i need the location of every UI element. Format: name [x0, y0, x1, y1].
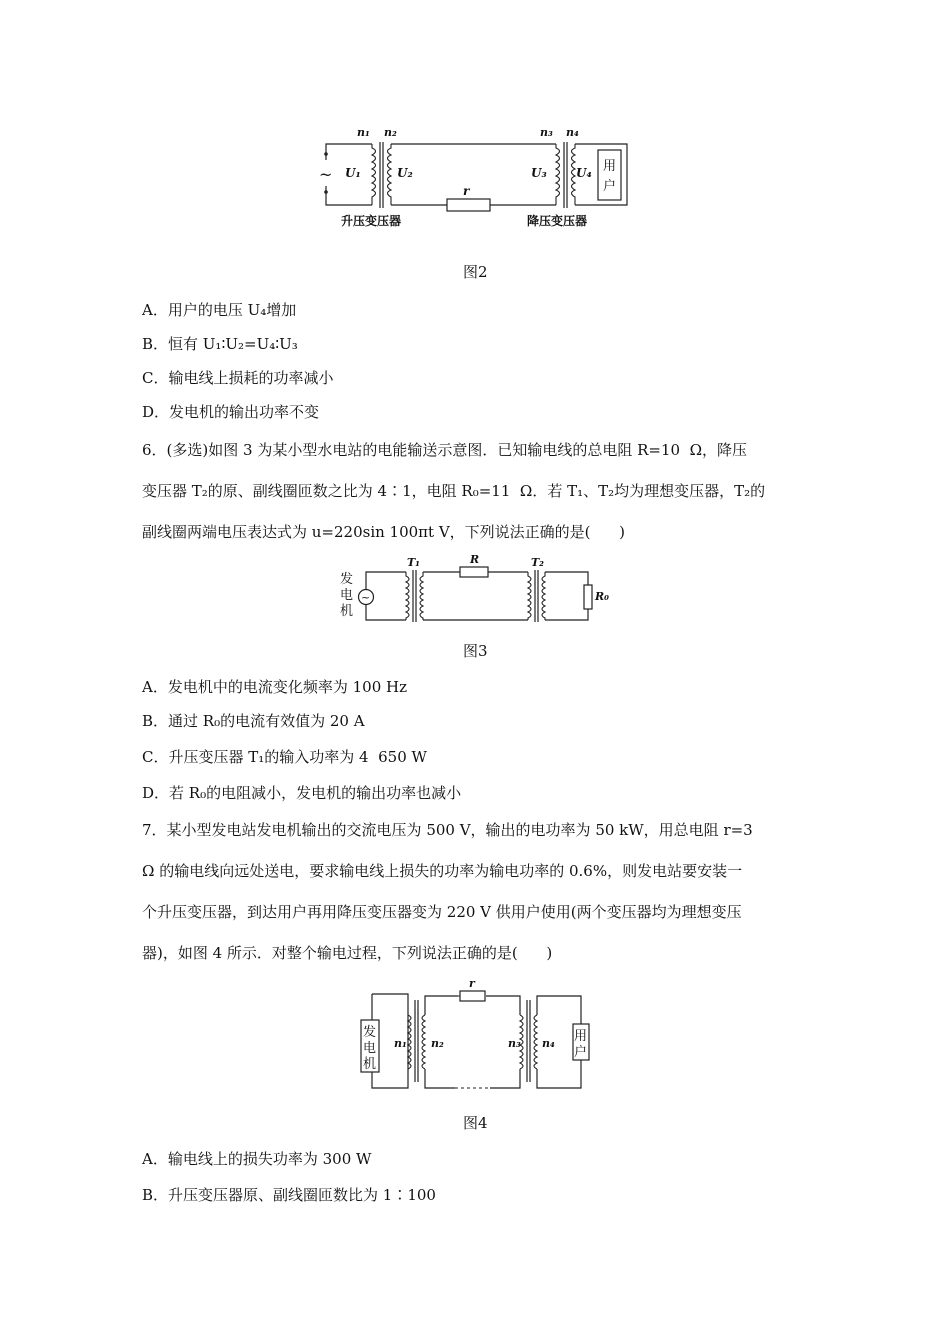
label-n3: n₃	[540, 126, 553, 139]
label-n2: n₂	[384, 126, 397, 139]
q5-option-c: C．输电线上损耗的功率减小	[142, 369, 334, 387]
q6-stem-line-1: 6．(多选)如图 3 为某小型水电站的电能输送示意图．已知输电线的总电阻 R=10 Ω，降压	[142, 441, 748, 459]
label-r: r	[463, 184, 470, 198]
q5-option-d: D．发电机的输出功率不变	[142, 403, 320, 421]
q6-option-d: D．若 R₀的电阻减小，发电机的输出功率也减小	[142, 784, 462, 802]
q7-option-b: B．升压变压器原、副线圈匝数比为 1∶100	[142, 1186, 436, 1204]
label-R: R	[470, 553, 480, 566]
gen-text-2: 电	[340, 588, 354, 603]
label-n4: n₄	[542, 1037, 555, 1050]
source-symbol: ~	[319, 165, 333, 184]
q6-option-c: C．升压变压器 T₁的输入功率为 4 650 W	[142, 748, 427, 766]
figure-3-caption: 图3	[463, 642, 488, 660]
user-load-text-1: 用	[603, 159, 617, 174]
q5-option-a: A．用户的电压 U₄增加	[142, 301, 297, 319]
q6-option-b: B．通过 R₀的电流有效值为 20 A	[142, 712, 365, 730]
figure-2-caption: 图2	[463, 263, 488, 281]
q7-stem-line-2: Ω 的输电线向远处送电，要求输电线上损失的功率为输电功率的 0.6%，则发电站要安装一	[142, 862, 743, 880]
label-n1: n₁	[357, 126, 370, 139]
gen-text-1: 发	[340, 572, 354, 587]
label-t2: T₂	[531, 556, 545, 569]
label-u1: U₁	[345, 166, 361, 180]
gen-text-2: 电	[363, 1041, 377, 1056]
label-R0: R₀	[595, 590, 609, 603]
gen-text-1: 发	[363, 1025, 377, 1040]
label-n1: n₁	[394, 1037, 407, 1050]
label-u4: U₄	[576, 166, 592, 180]
label-r: r	[469, 977, 475, 990]
q6-option-a: A．发电机中的电流变化频率为 100 Hz	[142, 678, 407, 696]
q7-option-a: A．输电线上的损失功率为 300 W	[142, 1150, 372, 1168]
q7-stem-line-3: 个升压变压器，到达用户再用降压变压器变为 220 V 供用户使用(两个变压器均为理想变压	[142, 903, 742, 921]
figure-4-caption: 图4	[463, 1114, 488, 1132]
q6-stem-line-2: 变压器 T₂的原、副线圈匝数之比为 4∶1，电阻 R₀=11 Ω．若 T₁、T₂均为理想变压器，T₂的	[142, 482, 766, 500]
resistor-r	[460, 991, 485, 1001]
q7-stem-line-4: 器)，如图 4 所示．对整个输电过程，下列说法正确的是( )	[142, 944, 553, 962]
source-symbol: ~	[361, 591, 371, 604]
gen-text-3: 机	[363, 1057, 377, 1072]
label-step-down: 降压变压器	[527, 214, 588, 228]
label-n4: n₄	[566, 126, 579, 139]
gen-text-3: 机	[340, 604, 354, 619]
q5-option-b: B．恒有 U₁∶U₂=U₄∶U₃	[142, 335, 298, 353]
q6-stem-line-3: 副线圈两端电压表达式为 u=220sin 100πt V，下列说法正确的是( )	[142, 523, 625, 541]
user-text-2: 户	[574, 1045, 588, 1060]
user-text-1: 用	[574, 1029, 588, 1044]
label-n2: n₂	[431, 1037, 444, 1050]
label-u3: U₃	[531, 166, 547, 180]
label-step-up: 升压变压器	[341, 214, 402, 228]
user-load-text-2: 户	[603, 179, 617, 194]
label-n3: n₃	[508, 1037, 521, 1050]
q7-stem-line-1: 7．某小型发电站发电机输出的交流电压为 500 V，输出的电功率为 50 kW，用总电阻 r=3	[142, 821, 753, 839]
label-u2: U₂	[397, 166, 413, 180]
label-t1: T₁	[407, 556, 421, 569]
